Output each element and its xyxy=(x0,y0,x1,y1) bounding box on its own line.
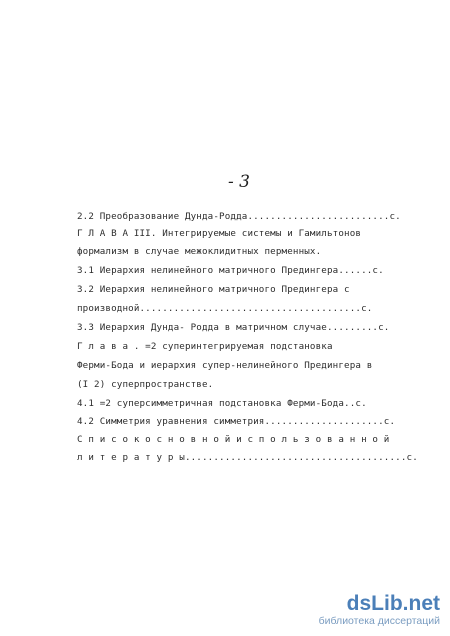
toc-line: 3.3 Иерархия Дунда- Родда в матричном случае.........с. xyxy=(77,322,390,333)
toc-line: л и т е р а т у р ы.......................................с. xyxy=(77,452,418,463)
toc-line: 2.2 Преобразование Дунда-Родда.........................с. xyxy=(77,211,401,222)
toc-line: производной.......................................с. xyxy=(77,303,373,314)
watermark-subtitle: библиотека диссертаций xyxy=(318,615,440,627)
toc-line: 4.1 =2 суперсимметричная подстановка Ферми-Бода..с. xyxy=(77,398,367,409)
watermark-logo-net: .net xyxy=(402,592,440,615)
toc-line: Г л а в а . =2 суперинтегрируемая подстановка xyxy=(77,341,333,352)
watermark-logo xyxy=(319,593,440,615)
toc-line: С п и с о к о с н о в н о й и с п о л ь з о в а н н о й xyxy=(77,434,390,445)
toc-line: формализм в случае межоклидитных перменных. xyxy=(77,246,322,257)
watermark-logo-ds: dsLib xyxy=(346,592,403,615)
toc-line: Ферми-Бода и иерархия супер-нелинейного Предингера в xyxy=(77,360,373,371)
page-number: - 3 xyxy=(228,172,250,192)
toc-line: 4.2 Симметрия уравнения симметрия.....................с. xyxy=(77,416,396,427)
toc-line: (I 2) суперпространстве. xyxy=(77,379,214,390)
toc-line: 3.2 Иерархия нелинейного матричного Предингера с xyxy=(77,284,350,295)
toc-line: 3.1 Иерархия нелинейного матричного Предингера......с. xyxy=(77,265,384,276)
toc-line: Г Л А В А III. Интегрируемые системы и Гамильтонов xyxy=(77,228,362,239)
watermark xyxy=(319,593,440,628)
